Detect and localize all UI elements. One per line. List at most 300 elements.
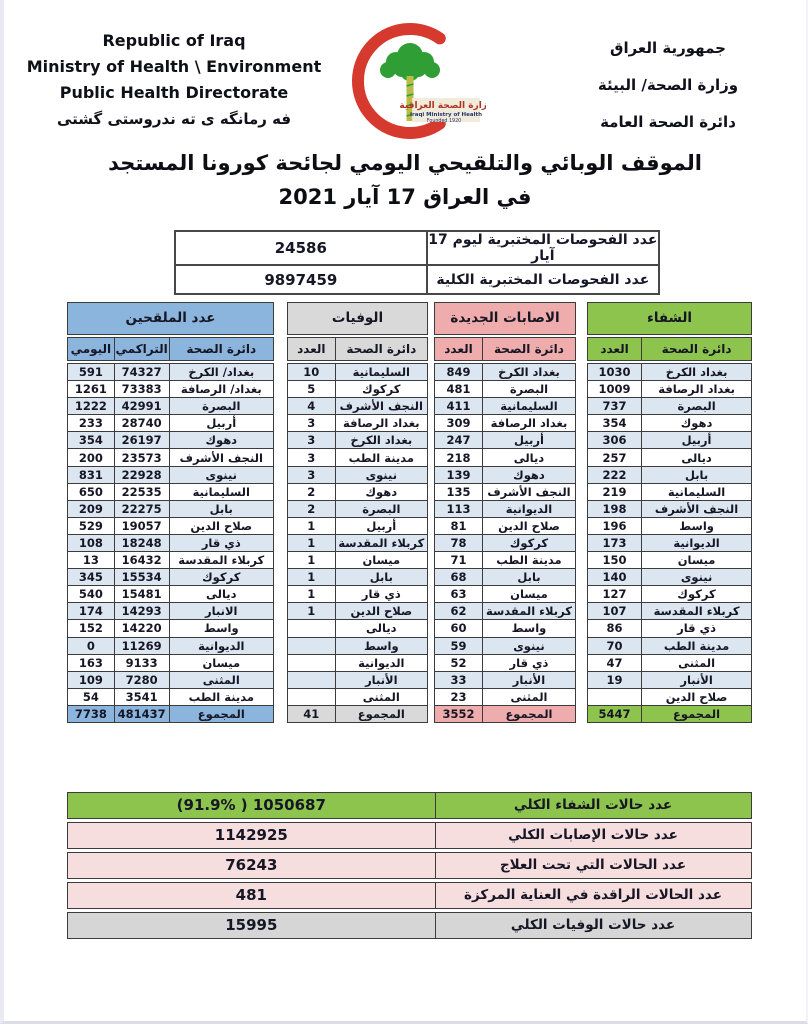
table-row <box>68 381 274 398</box>
infections-col-value: العدد <box>435 338 483 361</box>
province-cumulative: 3541 <box>114 688 169 705</box>
lab-tests-row <box>175 265 659 294</box>
table-row <box>288 381 428 398</box>
province-name: المثنى <box>169 671 273 688</box>
province-daily: 345 <box>68 569 115 586</box>
summary-label: عدد حالات الإصابات الكلي <box>434 822 752 849</box>
table-row <box>288 586 428 603</box>
province-name: بغداد الرصافة <box>482 415 575 432</box>
table-row <box>288 552 428 569</box>
vaccinated-total-row <box>68 705 274 722</box>
table-row <box>288 534 428 551</box>
province-cumulative: 14220 <box>114 620 169 637</box>
province-value: 62 <box>435 603 483 620</box>
table-row <box>435 432 576 449</box>
province-name: كركوك <box>482 534 575 551</box>
province-cumulative: 23573 <box>114 449 169 466</box>
province-name: النجف الأشرف <box>335 398 427 415</box>
table-row <box>288 432 428 449</box>
province-name: كركوك <box>642 586 752 603</box>
total-label: المجموع <box>335 705 427 722</box>
province-value: 1 <box>288 552 336 569</box>
province-value <box>288 688 336 705</box>
header-arabic-line2: وزارة الصحة/ البيئة <box>597 76 739 94</box>
province-daily: 163 <box>68 654 115 671</box>
province-cumulative: 22275 <box>114 500 169 517</box>
table-row <box>288 620 428 637</box>
province-name: المثنى <box>642 654 752 671</box>
province-value: 113 <box>435 500 483 517</box>
province-name: ميسان <box>169 654 273 671</box>
table-row <box>588 415 752 432</box>
new-infections-table <box>434 302 576 723</box>
table-row <box>588 637 752 654</box>
province-name: بابل <box>169 500 273 517</box>
table-row <box>68 483 274 500</box>
province-value <box>288 620 336 637</box>
province-value: 1 <box>288 586 336 603</box>
province-value: 71 <box>435 552 483 569</box>
header-english-block <box>20 28 328 132</box>
deaths-table-title: الوفيات <box>287 302 428 335</box>
table-row <box>435 586 576 603</box>
province-value: 196 <box>588 517 642 534</box>
province-value: 257 <box>588 449 642 466</box>
province-value: 19 <box>588 671 642 688</box>
province-name: واسط <box>169 620 273 637</box>
province-daily: 1261 <box>68 381 115 398</box>
province-daily: 233 <box>68 415 115 432</box>
table-row <box>588 688 752 705</box>
table-row <box>288 398 428 415</box>
province-name: الانبار <box>169 603 273 620</box>
lab-tests-value: 24586 <box>175 231 427 265</box>
province-daily: 540 <box>68 586 115 603</box>
province-daily: 529 <box>68 517 115 534</box>
province-value: 4 <box>288 398 336 415</box>
table-row <box>288 415 428 432</box>
province-value: 107 <box>588 603 642 620</box>
province-name: بغداد/ الكرخ <box>169 364 273 381</box>
vaccinated-table <box>67 302 274 723</box>
logo-arabic-text: وزارة الصحة العراقية <box>399 101 486 111</box>
table-row <box>288 466 428 483</box>
province-name: الديوانية <box>642 534 752 551</box>
province-cumulative: 42991 <box>114 398 169 415</box>
province-name: ديالى <box>642 449 752 466</box>
province-name: بغداد الرصافة <box>642 381 752 398</box>
table-row <box>588 569 752 586</box>
province-value <box>288 671 336 688</box>
lab-tests-table <box>174 230 660 295</box>
total-label: المجموع <box>482 705 575 722</box>
province-name: واسط <box>642 517 752 534</box>
summary-row <box>67 912 752 939</box>
province-value: 10 <box>288 364 336 381</box>
province-daily: 54 <box>68 688 115 705</box>
province-value: 5 <box>288 381 336 398</box>
table-row <box>68 517 274 534</box>
province-name: ذي قار <box>169 534 273 551</box>
province-daily: 13 <box>68 552 115 569</box>
province-daily: 200 <box>68 449 115 466</box>
table-row <box>435 364 576 381</box>
table-row <box>588 534 752 551</box>
province-value: 33 <box>435 671 483 688</box>
summary-value: 15995 <box>67 912 436 939</box>
table-row <box>435 466 576 483</box>
table-row <box>588 466 752 483</box>
total-cumulative: 481437 <box>114 705 169 722</box>
table-row <box>588 654 752 671</box>
province-value: 173 <box>588 534 642 551</box>
table-row <box>288 603 428 620</box>
table-row <box>588 449 752 466</box>
province-daily: 650 <box>68 483 115 500</box>
deaths-total-row <box>288 705 428 722</box>
summary-value: 76243 <box>67 852 436 879</box>
total-daily: 7738 <box>68 705 115 722</box>
province-daily: 591 <box>68 364 115 381</box>
logo-english-text: Iraqi Ministry of Health <box>409 112 483 118</box>
province-value: 59 <box>435 637 483 654</box>
province-name: بغداد الكرخ <box>482 364 575 381</box>
province-value <box>288 654 336 671</box>
deaths-col-value: العدد <box>288 338 336 361</box>
province-name: النجف الأشرف <box>642 500 752 517</box>
province-value: 3 <box>288 466 336 483</box>
report-title-line1: الموقف الوبائي والتلقيحي اليومي لجائحة كورونا المستجد <box>108 151 702 175</box>
total-value: 5447 <box>588 705 642 722</box>
summary-label: عدد الحالات التي تحت العلاج <box>434 852 752 879</box>
province-value: 354 <box>588 415 642 432</box>
lab-tests-rows <box>175 231 659 294</box>
province-name: ديالى <box>335 620 427 637</box>
province-name: أربيل <box>169 415 273 432</box>
table-row <box>68 586 274 603</box>
province-value: 86 <box>588 620 642 637</box>
table-row <box>288 500 428 517</box>
province-value <box>288 637 336 654</box>
province-name: المثنى <box>335 688 427 705</box>
province-name: الديوانية <box>335 654 427 671</box>
province-value: 3 <box>288 415 336 432</box>
province-value <box>588 688 642 705</box>
province-value: 60 <box>435 620 483 637</box>
recovery-col-value: العدد <box>588 338 642 361</box>
table-row <box>288 688 428 705</box>
province-name: ديالى <box>169 586 273 603</box>
table-row <box>588 483 752 500</box>
province-name: النجف الأشرف <box>169 449 273 466</box>
header-english-line1: Republic of Iraq <box>102 31 246 50</box>
province-cumulative: 7280 <box>114 671 169 688</box>
table-row <box>588 364 752 381</box>
province-name: النجف الأشرف <box>482 483 575 500</box>
province-name: نينوى <box>335 466 427 483</box>
table-row <box>68 534 274 551</box>
deaths-table-header <box>287 337 428 361</box>
province-value: 222 <box>588 466 642 483</box>
summary-label: عدد حالات الوفيات الكلي <box>434 912 752 939</box>
table-row <box>68 569 274 586</box>
summary-value: 1142925 <box>67 822 436 849</box>
province-name: بغداد الرصافة <box>335 415 427 432</box>
province-daily: 0 <box>68 637 115 654</box>
vaccinated-table-title: عدد الملقحين <box>67 302 274 335</box>
province-value: 127 <box>588 586 642 603</box>
recovery-table <box>587 302 752 723</box>
province-name: صلاح الدين <box>169 517 273 534</box>
province-name: مدينة الطب <box>169 688 273 705</box>
table-row <box>288 364 428 381</box>
table-row <box>68 671 274 688</box>
infections-table-header <box>434 337 576 361</box>
province-name: صلاح الدين <box>642 688 752 705</box>
province-name: بغداد/ الرصافة <box>169 381 273 398</box>
province-cumulative: 22535 <box>114 483 169 500</box>
table-row <box>435 552 576 569</box>
summary-value: (91.9% ) 1050687 <box>67 792 436 819</box>
infections-table-title: الاصابات الجديدة <box>434 302 576 335</box>
province-value: 3 <box>288 432 336 449</box>
province-cumulative: 73383 <box>114 381 169 398</box>
province-cumulative: 11269 <box>114 637 169 654</box>
province-name: دهوك <box>335 483 427 500</box>
province-cumulative: 26197 <box>114 432 169 449</box>
table-row <box>588 620 752 637</box>
recovery-total-row <box>588 705 752 722</box>
province-value: 23 <box>435 688 483 705</box>
province-name: ذي قار <box>335 586 427 603</box>
report-title <box>4 146 806 214</box>
province-name: مدينة الطب <box>335 449 427 466</box>
province-name: ذي قار <box>482 654 575 671</box>
table-row <box>288 483 428 500</box>
province-name: ذي قار <box>642 620 752 637</box>
province-cumulative: 16432 <box>114 552 169 569</box>
province-name: مدينة الطب <box>642 637 752 654</box>
province-name: ميسان <box>642 552 752 569</box>
province-name: واسط <box>482 620 575 637</box>
province-name: بابل <box>335 569 427 586</box>
table-row <box>588 603 752 620</box>
header-arabic-block <box>542 30 794 141</box>
province-value: 150 <box>588 552 642 569</box>
province-name: نينوى <box>482 637 575 654</box>
province-name: مدينة الطب <box>482 552 575 569</box>
total-label: المجموع <box>642 705 752 722</box>
table-row <box>68 500 274 517</box>
total-value: 41 <box>288 705 336 722</box>
province-cumulative: 15534 <box>114 569 169 586</box>
province-value: 849 <box>435 364 483 381</box>
province-value: 1 <box>288 603 336 620</box>
summary-table <box>67 792 752 942</box>
infections-col-name: دائرة الصحة <box>482 338 575 361</box>
province-cumulative: 14293 <box>114 603 169 620</box>
table-row <box>435 654 576 671</box>
province-value: 3 <box>288 449 336 466</box>
table-row <box>588 552 752 569</box>
province-value: 135 <box>435 483 483 500</box>
province-name: السليمانية <box>335 364 427 381</box>
table-row <box>68 688 274 705</box>
province-value: 737 <box>588 398 642 415</box>
recovery-table-body <box>587 363 752 723</box>
province-name: كربلاء المقدسة <box>335 534 427 551</box>
province-value: 78 <box>435 534 483 551</box>
province-value: 309 <box>435 415 483 432</box>
province-value: 139 <box>435 466 483 483</box>
province-cumulative: 18248 <box>114 534 169 551</box>
province-cumulative: 9133 <box>114 654 169 671</box>
province-daily: 109 <box>68 671 115 688</box>
province-value: 140 <box>588 569 642 586</box>
table-row <box>288 449 428 466</box>
province-name: الأنبار <box>482 671 575 688</box>
table-row <box>435 415 576 432</box>
province-cumulative: 74327 <box>114 364 169 381</box>
province-name: الديوانية <box>169 637 273 654</box>
province-value: 2 <box>288 483 336 500</box>
province-name: ديالى <box>482 449 575 466</box>
table-row <box>435 398 576 415</box>
province-value: 70 <box>588 637 642 654</box>
province-value: 218 <box>435 449 483 466</box>
province-name: البصرة <box>642 398 752 415</box>
province-name: صلاح الدين <box>335 603 427 620</box>
lab-tests-label: عدد الفحوصات المختبرية الكلية <box>427 265 659 294</box>
recovery-table-title: الشفاء <box>587 302 752 335</box>
province-value: 481 <box>435 381 483 398</box>
table-row <box>435 534 576 551</box>
province-name: كربلاء المقدسة <box>169 552 273 569</box>
total-label: المجموع <box>169 705 273 722</box>
infections-total-row <box>435 705 576 722</box>
table-row <box>288 569 428 586</box>
province-name: أربيل <box>642 432 752 449</box>
province-value: 1 <box>288 534 336 551</box>
province-name: كركوك <box>335 381 427 398</box>
province-name: البصرة <box>335 500 427 517</box>
province-name: البصرة <box>482 381 575 398</box>
lab-tests-row <box>175 231 659 265</box>
summary-value: 481 <box>67 882 436 909</box>
province-daily: 209 <box>68 500 115 517</box>
province-daily: 174 <box>68 603 115 620</box>
table-row <box>68 466 274 483</box>
table-row <box>288 637 428 654</box>
lab-tests-value: 9897459 <box>175 265 427 294</box>
lab-tests-label: عدد الفحوصات المختبرية ليوم 17 آيار <box>428 232 658 264</box>
header-arabic-line1: جمهورية العراق <box>610 39 726 57</box>
summary-label: عدد حالات الشفاء الكلي <box>434 792 752 819</box>
table-row <box>435 381 576 398</box>
province-name: بغداد الكرخ <box>642 364 752 381</box>
vaccinated-col-name: دائرة الصحة <box>169 338 273 361</box>
province-name: بابل <box>642 466 752 483</box>
province-value: 247 <box>435 432 483 449</box>
province-name: الديوانية <box>482 500 575 517</box>
province-daily: 1222 <box>68 398 115 415</box>
province-cumulative: 22928 <box>114 466 169 483</box>
province-cumulative: 15481 <box>114 586 169 603</box>
table-row <box>435 569 576 586</box>
province-daily: 831 <box>68 466 115 483</box>
logo-founded-text: Founded 1920 <box>426 119 462 124</box>
recovery-table-header <box>587 337 752 361</box>
province-name: أربيل <box>335 517 427 534</box>
province-value: 219 <box>588 483 642 500</box>
header-kurdish-line: فه رمانگه ى ته ندروستى گشتى <box>56 110 292 128</box>
summary-row <box>67 882 752 909</box>
vaccinated-table-body <box>67 363 274 723</box>
table-row <box>435 637 576 654</box>
table-row <box>435 620 576 637</box>
province-name: كربلاء المقدسة <box>482 603 575 620</box>
total-value: 3552 <box>435 705 483 722</box>
province-name: نينوى <box>169 466 273 483</box>
table-row <box>68 364 274 381</box>
province-name: السليمانية <box>482 398 575 415</box>
summary-row <box>67 822 752 849</box>
province-value: 81 <box>435 517 483 534</box>
province-name: كركوك <box>169 569 273 586</box>
ministry-of-health-logo <box>334 18 486 146</box>
table-row <box>435 671 576 688</box>
province-name: المثنى <box>482 688 575 705</box>
table-row <box>588 671 752 688</box>
province-value: 1009 <box>588 381 642 398</box>
table-row <box>588 586 752 603</box>
province-value: 1 <box>288 517 336 534</box>
recovery-col-name: دائرة الصحة <box>642 338 752 361</box>
province-name: دهوك <box>169 432 273 449</box>
table-row <box>68 552 274 569</box>
header-english-line3: Public Health Directorate <box>59 83 289 102</box>
province-name: بغداد الكرخ <box>335 432 427 449</box>
province-name: كربلاء المقدسة <box>642 603 752 620</box>
province-value: 47 <box>588 654 642 671</box>
province-value: 52 <box>435 654 483 671</box>
summary-row <box>67 852 752 879</box>
deaths-col-name: دائرة الصحة <box>335 338 427 361</box>
province-name: ميسان <box>335 552 427 569</box>
province-name: أربيل <box>482 432 575 449</box>
table-row <box>588 432 752 449</box>
province-cumulative: 19057 <box>114 517 169 534</box>
table-row <box>68 398 274 415</box>
province-daily: 108 <box>68 534 115 551</box>
province-name: بابل <box>482 569 575 586</box>
summary-label: عدد الحالات الراقدة في العناية المركزة <box>434 882 752 909</box>
report-title-line2: في العراق 17 آيار 2021 <box>278 185 532 209</box>
province-name: الأنبار <box>642 671 752 688</box>
table-row <box>68 654 274 671</box>
table-row <box>435 500 576 517</box>
province-daily: 354 <box>68 432 115 449</box>
header-arabic-line3: دائرة الصحة العامة <box>600 113 736 131</box>
province-name: السليمانية <box>642 483 752 500</box>
table-row <box>288 654 428 671</box>
province-tables <box>67 302 752 723</box>
province-name: دهوك <box>642 415 752 432</box>
province-name: دهوك <box>482 466 575 483</box>
province-value: 306 <box>588 432 642 449</box>
province-value: 1030 <box>588 364 642 381</box>
table-row <box>435 603 576 620</box>
